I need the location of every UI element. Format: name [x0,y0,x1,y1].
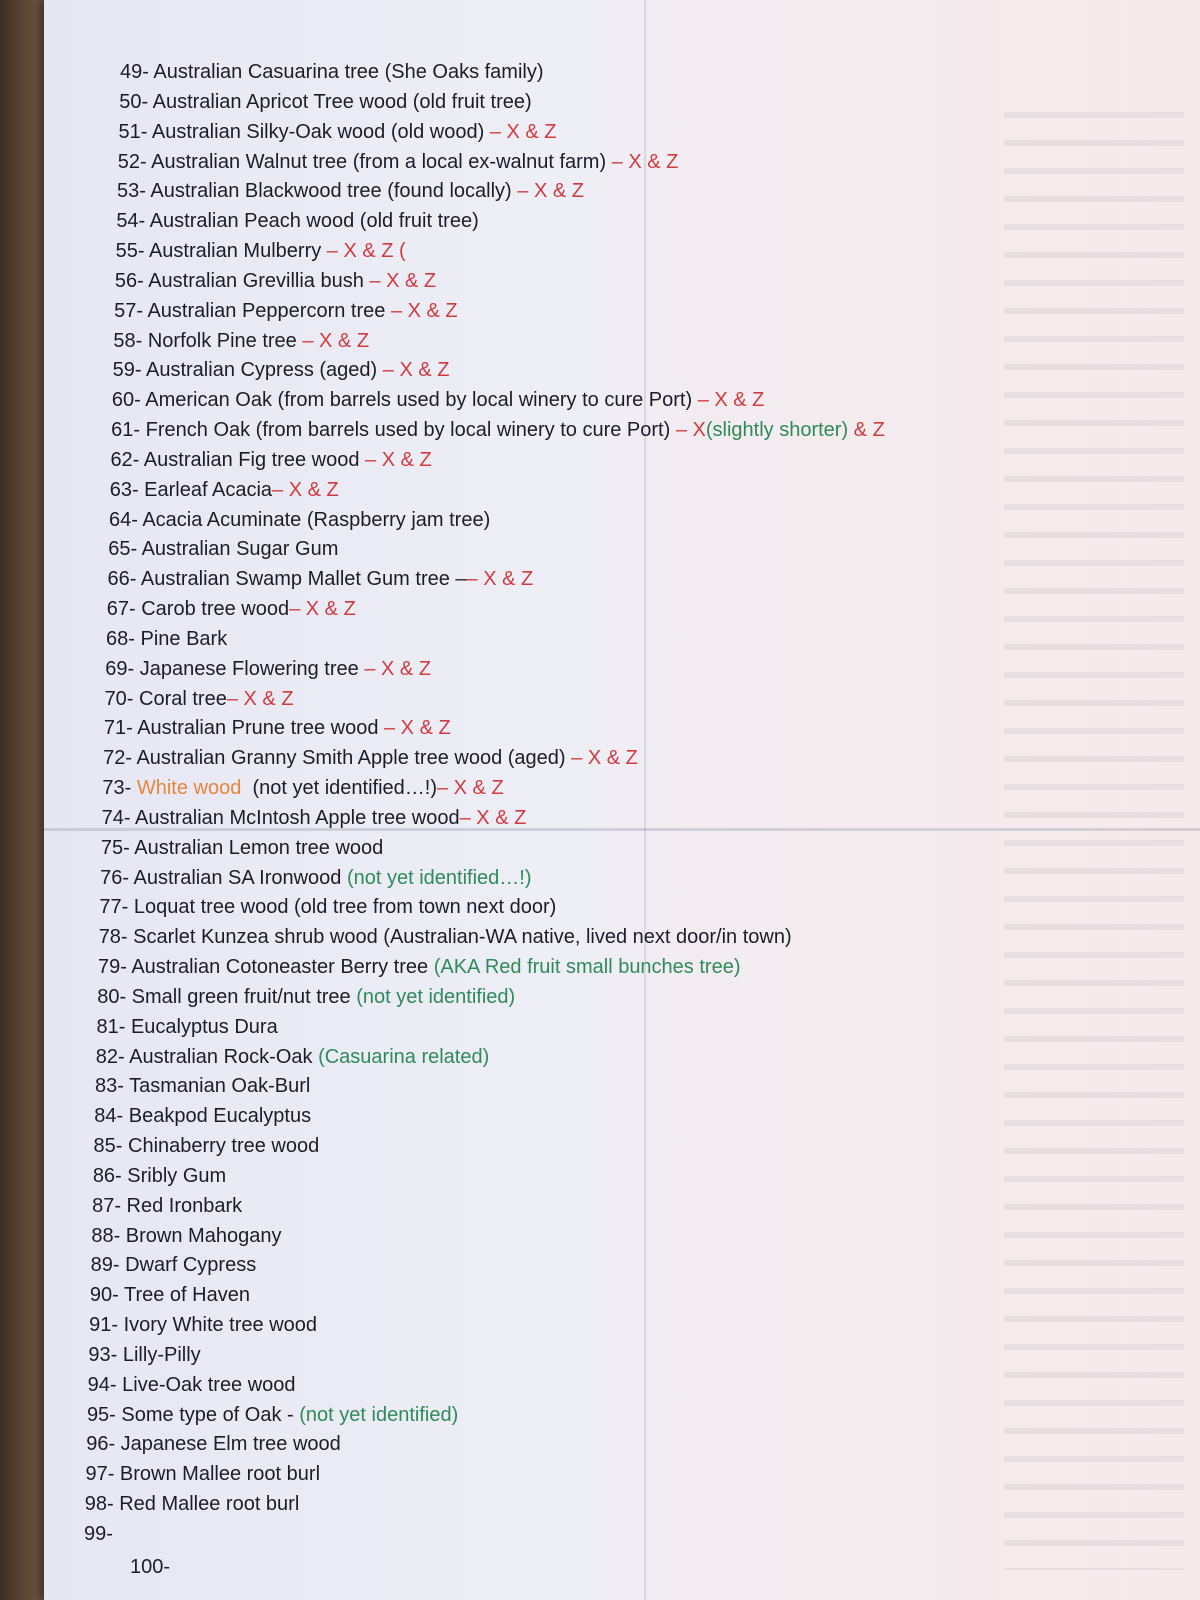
list-item [120,60,544,84]
entry-text: 52- Australian Walnut tree (from a local ex-walnut farm) [117,150,612,173]
list-item [89,1313,317,1337]
list-item [106,627,227,651]
entry-text: 69- Japanese Flowering tree [105,657,365,680]
list-item [107,597,356,621]
list-item [116,239,406,263]
entry-text: 87- Red Ironbark [92,1194,243,1217]
entry-text: 82- Australian Rock-Oak [95,1045,319,1068]
list-item [116,209,478,233]
entry-text: 98- Red Mallee root burl [84,1493,300,1516]
entry-text: 49- Australian Casuarina tree (She Oaks family) [120,61,544,83]
list-item [114,299,458,323]
entry-text: 65- Australian Sugar Gum [108,538,339,561]
list-item [99,895,556,919]
list-item [85,1462,320,1486]
entry-text: 61- French Oak (from barrels used by local winery to cure Port) [111,419,676,442]
list-item [91,1224,281,1248]
entry-text: 51- Australian Silky-Oak wood (old wood) [118,120,490,143]
entry-text: 57- Australian Peppercorn tree [114,299,391,322]
list-item [115,269,436,293]
annotation-red: – X & Z [466,568,534,591]
entry-text: 88- Brown Mahogany [91,1224,282,1247]
list-item [94,1104,311,1128]
entry-text: 54- Australian Peach wood (old fruit tree) [116,210,479,233]
entry-text: 59- Australian Cypress (aged) [112,359,383,382]
list-item [86,1432,341,1456]
list-item [103,746,638,770]
entry-text: 79- Australian Cotoneaster Berry tree [97,956,434,979]
annotation-red: – X & Z [226,687,294,710]
entry-text: 99- [84,1523,113,1545]
entry-text: 58- Norfolk Pine tree [113,329,303,352]
list-item [113,358,450,382]
list-item [109,508,490,532]
annotation-red: – X & Z [611,150,679,173]
list-item [87,1403,458,1427]
list-item [112,388,764,412]
annotation-green: (slightly shorter) [705,419,854,442]
annotation-red: – X & Z [289,598,356,621]
list-item [110,448,431,472]
annotation-red: – X & Z [382,359,450,382]
annotation-green: (not yet identified…!) [346,866,532,889]
entry-text: 76- Australian SA Ironwood [100,866,347,889]
annotation-red: – X & Z [302,329,370,352]
entry-text: 95- Some type of Oak - [86,1403,300,1426]
entry-text: 55- Australian Mulberry [115,240,327,263]
list-item [111,418,885,442]
list-item [108,537,338,561]
entry-text: 53- Australian Blackwood tree (found locally) [117,180,518,203]
entry-text: (not yet identified…!) [241,777,437,800]
list-item [85,1492,300,1516]
entry-text: 60- American Oak (from barrels used by local winery to cure Port) [111,389,698,412]
paper-sheet [44,0,1200,1600]
annotation-red: – X & Z [364,657,432,680]
entry-text: 56- Australian Grevillia bush [114,269,370,292]
annotation-red: – X & Z [390,299,458,322]
list-item [99,925,792,949]
entry-text: 70- Coral tree [104,687,227,710]
entry-text: 73- [102,777,137,800]
annotation-green: (Casuarina related) [318,1045,490,1068]
list-item [110,478,339,502]
list-item-100: 100- [130,1556,171,1578]
list-item [119,120,557,144]
entry-text: 63- Earleaf Acacia [109,478,273,501]
list-item [90,1283,250,1307]
entry-text: 74- Australian McIntosh Apple tree wood [101,806,460,829]
annotation-red: – X [675,419,706,442]
list-item [102,806,527,830]
list-item [108,567,534,591]
annotation-orange: White wood [136,777,242,800]
entry-text: 77- Loquat tree wood (old tree from town next door) [99,896,557,919]
list-item [93,1164,226,1188]
list-item [96,1015,277,1039]
entry-text: 93- Lilly-Pilly [88,1343,201,1366]
entry-text: 84- Beakpod Eucalyptus [94,1105,312,1128]
annotation-red: – X & Z [489,120,557,143]
annotation-green: (AKA Red fruit small bunches tree) [433,956,741,979]
annotation-red: – X & Z ( [326,240,406,263]
entry-text: 85- Chinaberry tree wood [93,1135,320,1158]
annotation-red: & Z [853,419,885,442]
list-item [98,955,741,979]
annotation-red: – X & Z [384,717,451,740]
entry-text: 67- Carob tree wood [106,598,290,621]
annotation-red: – X & Z [272,478,339,501]
entry-text: 86- Sribly Gum [92,1164,227,1187]
list-item [95,1074,310,1098]
annotation-green: (not yet identified) [356,985,516,1008]
annotation-green: (not yet identified) [299,1403,459,1426]
list-item [96,1045,490,1069]
list-item [119,90,531,114]
annotation-red: – X & Z [365,448,432,471]
entry-text: 66- Australian Swamp Mallet Gum tree – [107,568,467,591]
annotation-red: – X & Z [436,777,504,800]
list-item [104,716,451,740]
list-item [88,1343,200,1367]
entry-text: 81- Eucalyptus Dura [96,1015,278,1038]
entry-text: 83- Tasmanian Oak-Burl [95,1075,311,1098]
list-item [84,1522,113,1546]
annotation-red: – X & Z [517,180,584,203]
annotation-red: – X & Z [459,806,527,829]
entry-text: 90- Tree of Haven [89,1284,250,1307]
list-item [97,985,515,1009]
entry-text: 68- Pine Bark [106,627,228,650]
list-item [118,150,679,174]
entry-text: 75- Australian Lemon tree wood [100,836,384,859]
entry-text: 78- Scarlet Kunzea shrub wood (Australian-WA native, lived next door/in town) [98,926,792,949]
entry-text: 80- Small green fruit/nut tree [97,985,357,1008]
list-item [88,1373,296,1397]
list-item [92,1194,242,1218]
entry-text: 91- Ivory White tree wood [89,1314,318,1337]
entry-text: 72- Australian Granny Smith Apple tree wood (aged) [103,747,572,770]
list-item [101,836,383,860]
entry-text: 50- Australian Apricot Tree wood (old fruit tree) [119,90,532,113]
list-item [94,1134,320,1158]
entry-text: 64- Acacia Acuminate (Raspberry jam tree) [108,508,491,531]
annotation-red: – X & Z [369,269,437,292]
list-item [91,1253,257,1277]
entry-text: 62- Australian Fig tree wood [110,448,366,471]
entry-text: 89- Dwarf Cypress [90,1254,257,1277]
list-item [113,329,369,353]
entry-text: 94- Live-Oak tree wood [87,1373,296,1396]
list-item [102,776,503,800]
list-item [117,179,584,203]
list-item [100,866,531,890]
list-item [105,687,294,711]
wood-samples-list [44,0,1200,1600]
annotation-red: – X & Z [571,747,638,770]
list-item [105,657,431,681]
entry-text: 96- Japanese Elm tree wood [86,1433,341,1456]
entry-text: 97- Brown Mallee root burl [85,1463,321,1486]
annotation-red: – X & Z [697,389,765,412]
entry-text: 71- Australian Prune tree wood [103,717,384,740]
